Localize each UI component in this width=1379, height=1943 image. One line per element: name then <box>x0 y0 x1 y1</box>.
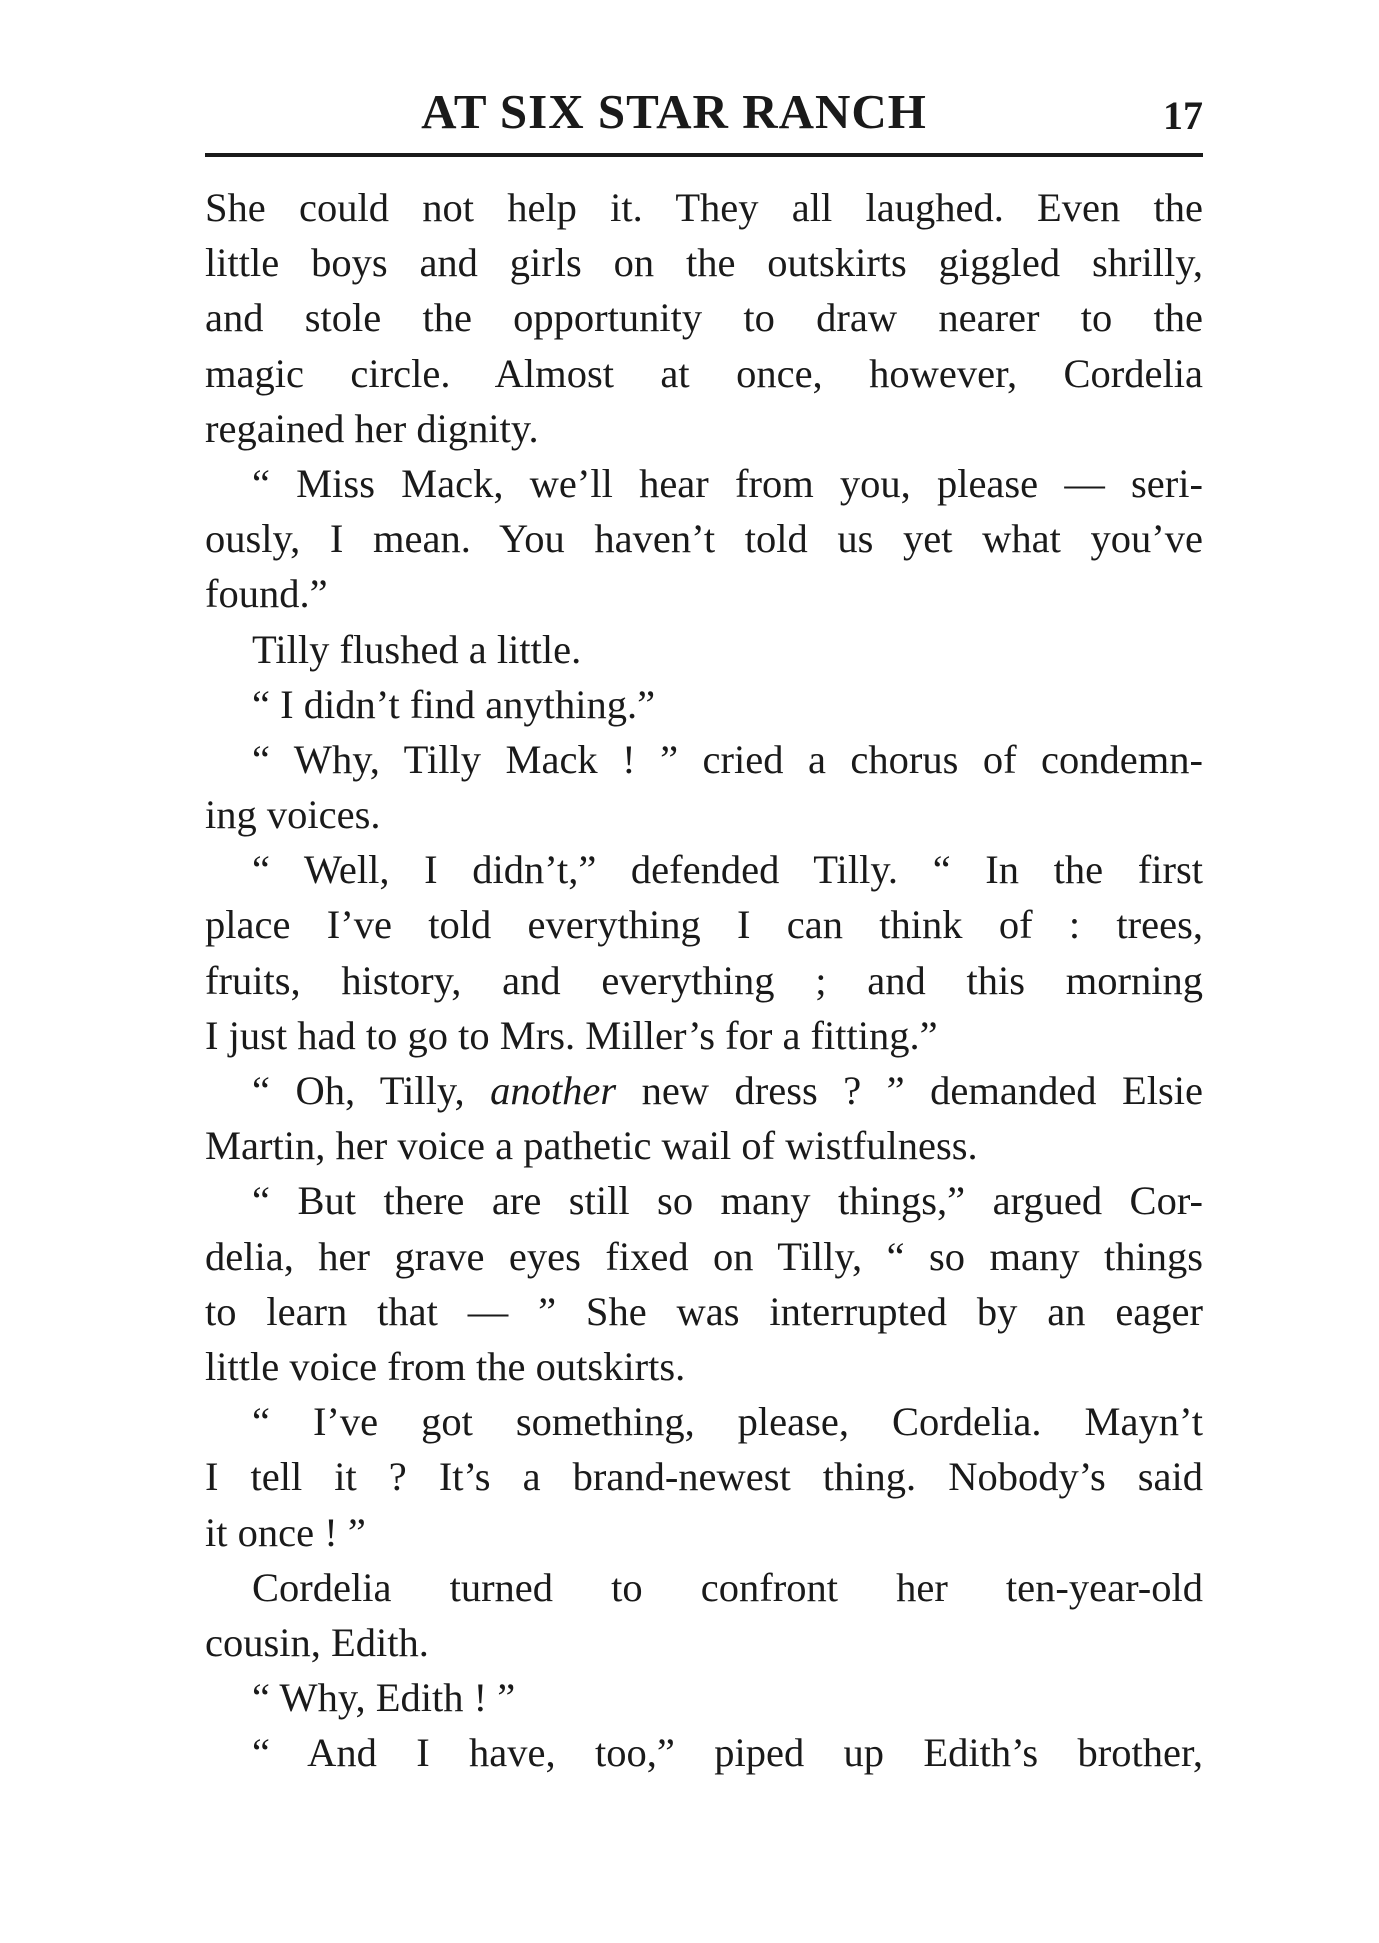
text-line: “ Why, Edith ! ” <box>252 1675 516 1721</box>
text-line: ing voices. <box>205 792 381 838</box>
running-head <box>205 82 1203 142</box>
text-line: “ Miss Mack, we’ll hear from you, please — seri- <box>252 460 1203 506</box>
body-text <box>205 180 1203 1780</box>
text-segment: “ Oh, Tilly, <box>252 1068 491 1113</box>
text-line: “ Why, Tilly Mack ! ” cried a chorus of condemn- <box>252 736 1203 782</box>
text-line: to learn that — ” She was interrupted by an eager <box>205 1288 1203 1334</box>
text-line: “ And I have, too,” piped up Edith’s brother, <box>252 1730 1203 1776</box>
text-line: delia, her grave eyes fixed on Tilly, “ so many things <box>205 1233 1203 1279</box>
text-line: “ Well, I didn’t,” defended Tilly. “ In the first <box>252 847 1203 893</box>
text-line: regained her dignity. <box>205 405 539 451</box>
running-title: AT SIX STAR RANCH <box>421 84 927 139</box>
text-line: “ I didn’t find anything.” <box>252 681 656 727</box>
text-line: place I’ve told everything I can think of : trees, <box>205 902 1203 948</box>
text-line: cousin, Edith. <box>205 1619 429 1665</box>
text-line: little voice from the outskirts. <box>205 1343 686 1389</box>
text-line: it once ! ” <box>205 1509 366 1555</box>
header-rule <box>205 153 1203 157</box>
emphasis-text: another <box>490 1068 617 1113</box>
text-segment: new dress ? ” demanded Elsie <box>616 1068 1204 1113</box>
text-line <box>205 1063 1203 1118</box>
text-line: and stole the opportunity to draw nearer to the <box>205 295 1203 341</box>
text-line: magic circle. Almost at once, however, Cordelia <box>205 350 1203 396</box>
text-line: I tell it ? It’s a brand-newest thing. Nobody’s said <box>205 1454 1203 1500</box>
text-line: fruits, history, and everything ; and this morning <box>205 957 1203 1003</box>
page-number: 17 <box>1163 93 1203 138</box>
text-line: She could not help it. They all laughed. Even the <box>205 185 1203 230</box>
text-line: “ But there are still so many things,” argued Cor- <box>252 1178 1203 1224</box>
text-line: Martin, her voice a pathetic wail of wistfulness. <box>205 1123 978 1169</box>
text-line: Tilly flushed a little. <box>252 626 582 672</box>
text-line: ously, I mean. You haven’t told us yet what you’ve <box>205 516 1203 562</box>
text-line: found.” <box>205 571 328 617</box>
text-line: little boys and girls on the outskirts giggled shrilly, <box>205 240 1203 286</box>
text-line: Cordelia turned to confront her ten-year-old <box>252 1564 1203 1610</box>
text-line: “ I’ve got something, please, Cordelia. Mayn’t <box>252 1399 1203 1445</box>
text-line: I just had to go to Mrs. Miller’s for a fitting.” <box>205 1012 938 1058</box>
